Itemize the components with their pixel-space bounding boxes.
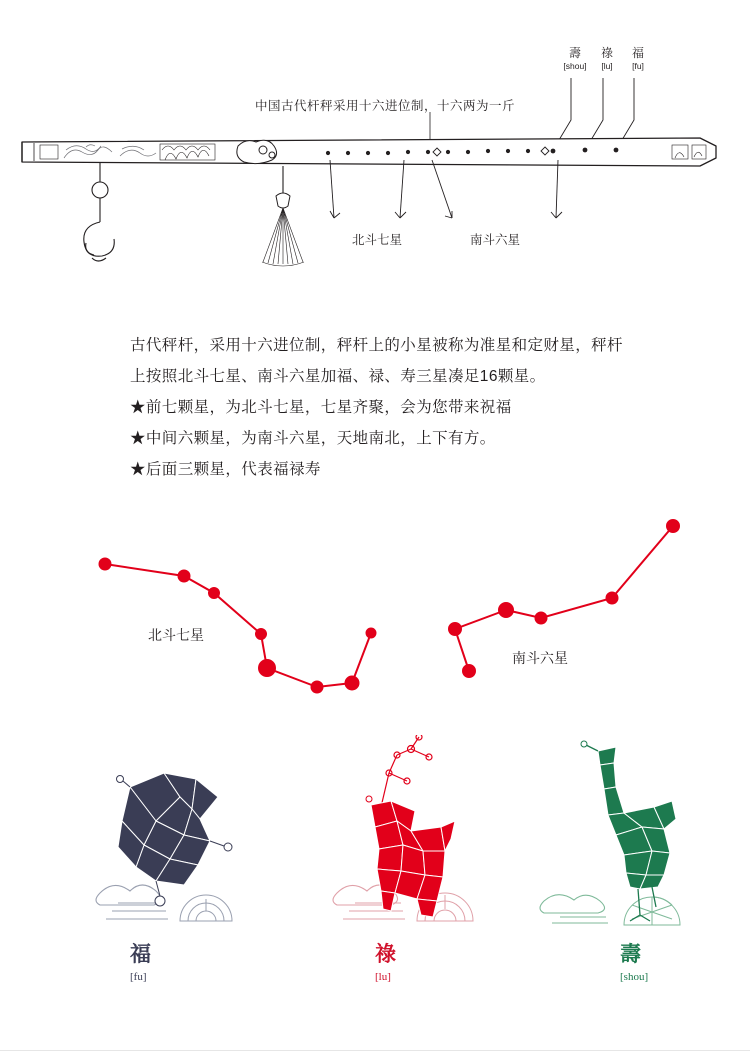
scale-star-label-shou — [560, 46, 590, 72]
crane-origami-icon — [520, 735, 730, 930]
bottom-divider — [0, 1050, 750, 1051]
figure-lu-caption — [375, 940, 396, 985]
scale-star-label-fu-py: [fu] — [632, 61, 644, 71]
figure-shou-zh: 壽 — [620, 942, 641, 966]
description-paragraph-1: 古代秤杆，采用十六进位制，秤杆上的小星被称为准星和定财星，秤杆上按照北斗七星、南斗六星加福、禄、寿三星凑足16颗星。 — [130, 337, 623, 385]
nandou-constellation-label: 南斗六星 — [512, 650, 568, 666]
scale-star-label-lu — [592, 46, 622, 72]
scale-beidou-label: 北斗七星 — [352, 233, 403, 247]
description-paragraph-3: ★中间六颗星，为南斗六星，天地南北，上下有方。 — [130, 430, 496, 447]
constellation-diagram — [0, 505, 750, 725]
figure-fu-py: [fu] — [130, 971, 147, 984]
scale-diagram — [0, 0, 750, 300]
scale-star-label-fu — [623, 46, 653, 72]
scale-star-label-shou-zh: 壽 — [568, 46, 581, 60]
bat-origami-icon — [60, 735, 270, 930]
scale-star-label-fu-zh: 福 — [631, 46, 644, 60]
steelyard-tassel — [262, 166, 304, 266]
figure-fu-zh: 福 — [130, 942, 151, 966]
scale-star-label-lu-py: [lu] — [601, 61, 613, 71]
figure-lu-zh: 祿 — [375, 942, 396, 966]
beidou-constellation-label: 北斗七星 — [148, 627, 204, 643]
description-paragraph-4: ★后面三颗星，代表福禄寿 — [130, 461, 321, 478]
steelyard-illustration — [0, 0, 750, 300]
figure-fu — [60, 735, 270, 984]
beidou-constellation — [100, 559, 376, 693]
steelyard-hook — [84, 162, 114, 256]
figure-shou — [520, 735, 730, 984]
description-paragraph-2: ★前七颗星，为北斗七星，七星齐聚，会为您带来祝福 — [130, 399, 512, 416]
figure-shou-caption — [620, 940, 648, 985]
scale-nandou-label: 南斗六星 — [470, 233, 521, 247]
constellation-svg — [0, 505, 750, 725]
scale-caption: 中国古代杆秤采用十六进位制，十六两为一斤 — [255, 99, 516, 113]
figure-shou-py: [shou] — [620, 971, 649, 984]
description-block — [130, 330, 630, 485]
scale-star-label-lu-zh: 祿 — [600, 46, 613, 60]
scale-star-label-shou-py: [shou] — [563, 61, 587, 71]
figure-lu — [285, 735, 495, 984]
deer-origami-icon — [285, 735, 495, 930]
steelyard-beam — [22, 138, 716, 166]
figure-lu-py: [lu] — [375, 971, 391, 984]
figure-fu-caption — [130, 940, 151, 985]
group-pointers — [330, 160, 562, 218]
fu-lu-shou-figures — [0, 735, 750, 1025]
